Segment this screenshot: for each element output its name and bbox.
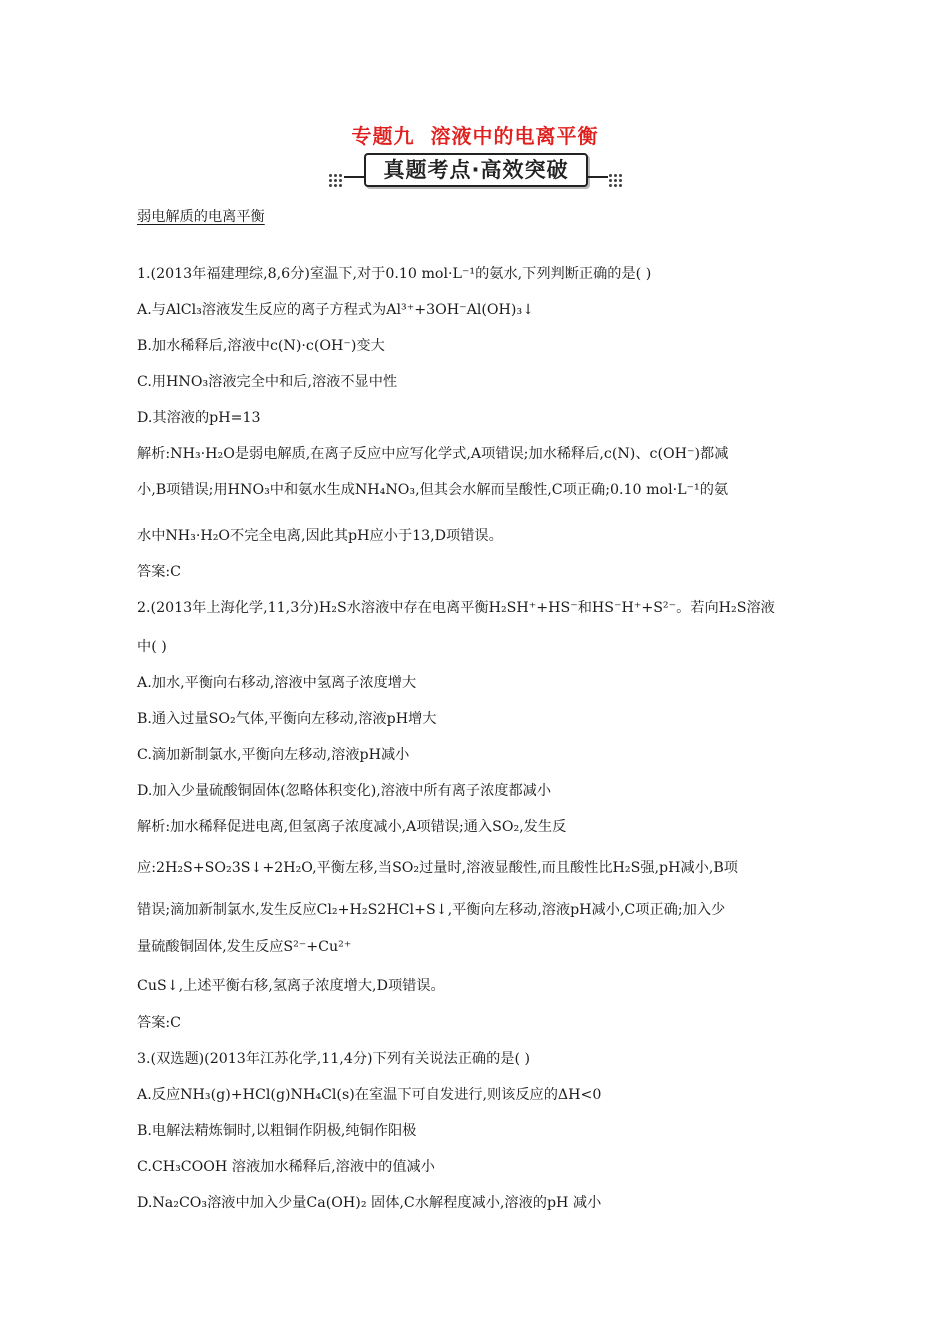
text-line: 答案:C: [137, 1015, 182, 1031]
banner-box: [364, 153, 588, 187]
text-line: 小,B项错误;用HNO₃中和氨水生成NH₄NO₃,但其会水解而呈酸性,C项正确;0.10 mol·L⁻¹的氨: [137, 482, 729, 498]
divider: [344, 176, 364, 178]
text-line: D.其溶液的pH=13: [137, 410, 261, 426]
dot-decoration-icon: [608, 173, 624, 187]
text-line: 水中NH₃·H₂O不完全电离,因此其pH应小于13,D项错误。: [137, 528, 503, 544]
text-line: CuS↓,上述平衡右移,氢离子浓度增大,D项错误。: [137, 978, 445, 994]
divider: [588, 176, 608, 178]
text-line: B.加水稀释后,溶液中c(N)·c(OH⁻)变大: [137, 338, 385, 354]
text-line: D.加入少量硫酸铜固体(忽略体积变化),溶液中所有离子浓度都减小: [137, 783, 552, 799]
text-line: B.通入过量SO₂气体,平衡向左移动,溶液pH增大: [137, 711, 437, 727]
text-line: 3.(双选题)(2013年江苏化学,11,4分)下列有关说法正确的是( ): [137, 1051, 531, 1067]
text-line: 错误;滴加新制氯水,发生反应Cl₂+H₂S2HCl+S↓,平衡向左移动,溶液pH减小,C项正确;加入少: [137, 902, 726, 918]
text-line: B.电解法精炼铜时,以粗铜作阴极,纯铜作阳极: [137, 1123, 417, 1139]
document-title: 专题九 溶液中的电离平衡: [351, 124, 599, 148]
text-line: 2.(2013年上海化学,11,3分)H₂S水溶液中存在电离平衡H₂SH⁺+HS⁻和HS⁻H⁺+S²⁻。若向H₂S溶液: [137, 600, 775, 616]
text-line: 应:2H₂S+SO₂3S↓+2H₂O,平衡左移,当SO₂过量时,溶液显酸性,而且酸性比H₂S强,pH减小,B项: [137, 860, 738, 876]
text-line: C.滴加新制氯水,平衡向左移动,溶液pH减小: [137, 747, 410, 763]
text-line: C.用HNO₃溶液完全中和后,溶液不显中性: [137, 374, 398, 390]
text-line: 答案:C: [137, 564, 182, 580]
text-line: A.与AlCl₃溶液发生反应的离子方程式为Al³⁺+3OH⁻Al(OH)₃↓: [137, 302, 535, 318]
text-line: 解析:加水稀释促进电离,但氢离子浓度减小,A项错误;通入SO₂,发生反: [137, 819, 567, 835]
text-line: C.CH₃COOH 溶液加水稀释后,溶液中的值减小: [137, 1159, 435, 1175]
section-heading: 弱电解质的电离平衡: [137, 209, 265, 225]
text-line: 解析:NH₃·H₂O是弱电解质,在离子反应中应写化学式,A项错误;加水稀释后,c(N)、c(OH⁻)都减: [137, 446, 729, 462]
section-banner: [326, 153, 626, 189]
text-line: 量硫酸铜固体,发生反应S²⁻+Cu²⁺: [137, 939, 352, 955]
text-line: A.反应NH₃(g)+HCl(g)NH₄Cl(s)在室温下可自发进行,则该反应的ΔH<0: [137, 1087, 602, 1103]
banner-text: 真题考点·高效突破: [383, 158, 569, 182]
text-line: D.Na₂CO₃溶液中加入少量Ca(OH)₂ 固体,C水解程度减小,溶液的pH 减小: [137, 1195, 602, 1211]
text-line: 中( ): [137, 639, 167, 655]
dot-decoration-icon: [328, 173, 344, 187]
text-line: A.加水,平衡向右移动,溶液中氢离子浓度增大: [137, 675, 417, 691]
text-line: 1.(2013年福建理综,8,6分)室温下,对于0.10 mol·L⁻¹的氨水,下列判断正确的是( ): [137, 266, 652, 282]
